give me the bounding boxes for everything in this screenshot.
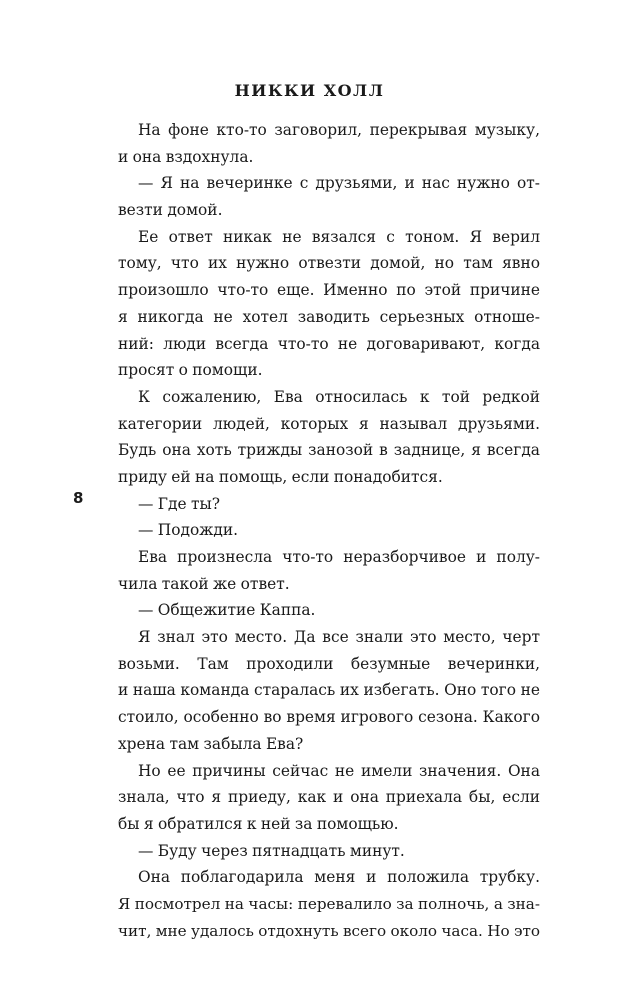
running-header-author: НИККИ ХОЛЛ [234, 81, 385, 100]
text-line: ний: люди всегда что-то не договаривают, когда [118, 334, 540, 353]
text-line: — Где ты? [138, 494, 220, 513]
text-line: знала, что я приеду, как и она приехала бы, если [118, 788, 540, 807]
text-line: Ее ответ никак не вязался с тоном. Я верил [138, 227, 540, 246]
text-line: чит, мне удалось отдохнуть всего около часа. Но это [118, 921, 540, 940]
text-line: На фоне кто-то заговорил, перекрывая музыку, [138, 121, 540, 139]
text-line: чила такой же ответ. [118, 574, 290, 593]
text-line: я никогда не хотел заводить серьезных отноше- [118, 307, 540, 326]
text-line: и наша команда старалась их избегать. Оно того не [118, 681, 540, 700]
text-line: Но ее причины сейчас не имели значения. Она [138, 761, 540, 780]
text-line: категории людей, которых я называл друзьями. [118, 414, 540, 433]
text-line: Я посмотрел на часы: перевалило за полночь, а зна- [118, 894, 540, 913]
text-line: — Общежитие Каппа. [138, 601, 316, 620]
text-line: К сожалению, Ева относилась к той редкой [138, 387, 540, 406]
text-line: и она вздохнула. [118, 147, 254, 166]
text-line: возьми. Там проходили безумные вечеринки, [118, 654, 540, 673]
text-line: тому, что их нужно отвезти домой, но там явно [118, 254, 540, 273]
text-line: просят о помощи. [118, 361, 263, 380]
text-line: бы я обратился к ней за помощью. [118, 814, 399, 833]
text-line: — Буду через пятнадцать минут. [138, 841, 405, 860]
text-line: хрена там забыла Ева? [118, 734, 304, 753]
page-number: 8 [73, 489, 84, 507]
text-line: Я знал это место. Да все знали это место, черт [138, 628, 540, 647]
text-line: Ева произнесла что-то неразборчивое и полу- [138, 548, 540, 566]
text-line: Она поблагодарила меня и положила трубку. [138, 868, 540, 887]
text-line: стоило, особенно во время игрового сезона. Какого [118, 708, 540, 727]
text-line: Будь она хоть трижды занозой в заднице, я всегда [118, 441, 540, 460]
text-line: везти домой. [118, 201, 223, 220]
text-line: произошло что-то еще. Именно по этой причине [118, 281, 540, 300]
text-line: приду ей на помощь, если понадобится. [118, 467, 443, 486]
book-text-body [118, 117, 540, 944]
text-line: — Подожди. [138, 521, 238, 540]
text-line: — Я на вечеринке с друзьями, и нас нужно от- [138, 174, 540, 193]
